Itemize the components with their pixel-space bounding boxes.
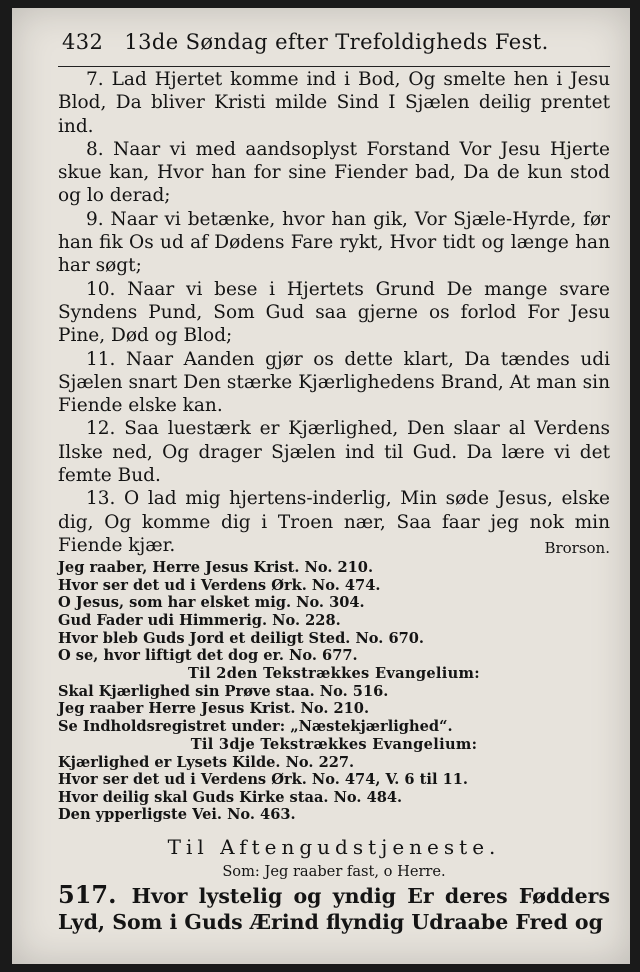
- hymn-text: Hvor lystelig og yndig Er deres Fødders Lyd, Som i Guds Ærind flyndig Udraabe Fred og: [58, 883, 610, 934]
- page-body: [58, 68, 610, 935]
- reference-line: Gud Fader udi Himmerig. No. 228.: [58, 612, 341, 630]
- reference-line: Hvor deilig skal Guds Kirke staa. No. 484.: [58, 788, 403, 806]
- page-number: 432: [62, 30, 104, 54]
- page-header-title: 13de Søndag efter Trefoldigheds Fest.: [124, 30, 549, 54]
- evening-service-title: Til Aftengudstjeneste.: [167, 834, 501, 859]
- verse: 10. Naar vi bese i Hjertets Grund De mange svare Syndens Pund, Som Gud saa gjerne os forlod For Jesu Pine, Død og Blod;: [58, 278, 610, 347]
- verse: 8. Naar vi med aandsoplyst Forstand Vor Jesu Hjerte skue kan, Hvor han for sine Fiender bad, Da de kun stod og lo derad;: [58, 138, 610, 207]
- hymn-author: Brorson.: [544, 538, 610, 557]
- verse: 11. Naar Aanden gjør os dette klart, Da tændes udi Sjælen snart Den stærke Kjærlighedens Brand, At man sin Fiende elske kan.: [58, 348, 610, 417]
- header-rule: [58, 66, 610, 67]
- reference-line: Hvor ser det ud i Verdens Ørk. No. 474.: [58, 576, 381, 594]
- reference-line: Hvor ser det ud i Verdens Ørk. No. 474, V. 6 til 11.: [58, 771, 468, 789]
- reference-line: O se, hvor liftigt det dog er. No. 677.: [58, 647, 358, 665]
- section-heading-3: Til 3dje Tekstrækkes Evangelium:: [190, 735, 478, 753]
- reference-line: Jeg raaber Herre Jesus Krist. No. 210.: [58, 700, 370, 718]
- reference-line: O Jesus, som har elsket mig. No. 304.: [58, 594, 365, 612]
- verse: 7. Lad Hjertet komme ind i Bod, Og smelte hen i Jesu Blod, Da bliver Kristi milde Sind I Sjælen deilig prentet ind.: [58, 69, 610, 137]
- hymn-number: 517.: [58, 879, 117, 909]
- hymn-517: [58, 879, 610, 935]
- reference-line: Skal Kjærlighed sin Prøve staa. No. 516.: [58, 682, 389, 700]
- reference-line: Hvor bleb Guds Jord et deiligt Sted. No. 670.: [58, 629, 424, 647]
- verse: 13. O lad mig hjertens-inderlig, Min søde Jesus, elske dig, Og komme dig i Troen nær, Saa faar jeg nok min Fiende kjær. Brorson.: [58, 487, 610, 557]
- reference-line: Kjærlighed er Lysets Kilde. No. 227.: [58, 753, 355, 771]
- book-page: [12, 8, 630, 964]
- verse: 9. Naar vi betænke, hvor han gik, Vor Sjæle-Hyrde, før han fik Os ud af Dødens Fare rykt, Hvor tidt og længe han har søgt;: [58, 208, 610, 277]
- hymn-references: [58, 559, 610, 665]
- verse: 12. Saa luestærk er Kjærlighed, Den slaar al Verdens Ilske ned, Og drager Sjælen ind til Gud. Da lære vi det femte Bud.: [58, 418, 610, 487]
- melody-line: Som: Jeg raaber fast, o Herre.: [222, 862, 446, 880]
- reference-line: Jeg raaber, Herre Jesus Krist. No. 210.: [58, 559, 374, 577]
- section-heading-2: Til 2den Tekstrækkes Evangelium:: [188, 664, 480, 682]
- page-header: [62, 30, 562, 54]
- reference-line: Se Indholdsregistret under: „Næstekjærlighed“.: [58, 717, 453, 735]
- reference-line: Den ypperligste Vei. No. 463.: [58, 806, 296, 824]
